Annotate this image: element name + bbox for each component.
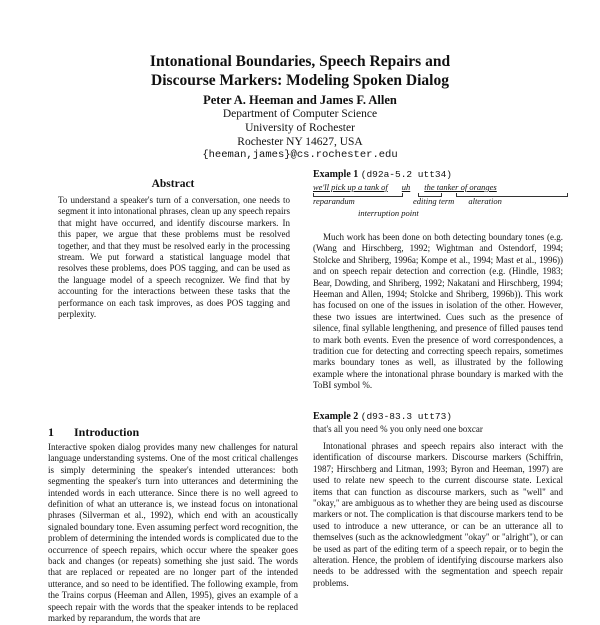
editing-term-alteration-label xyxy=(413,196,502,206)
section-heading xyxy=(48,425,139,440)
university: University of Rochester xyxy=(245,121,355,134)
interruption-point-label: interruption point xyxy=(358,208,419,218)
section-number: 1 xyxy=(48,425,54,439)
alteration-label: alteration xyxy=(468,196,502,206)
example-1-sentence xyxy=(313,182,497,192)
address: Rochester NY 14627, USA xyxy=(237,135,363,148)
example-1-label: Example 1 xyxy=(313,169,359,180)
title-line-1: Intonational Boundaries, Speech Repairs and xyxy=(149,53,451,70)
right-column-text-1 xyxy=(313,232,563,392)
example-2-id: (d93-83.3 utt73) xyxy=(360,411,452,422)
example-1-figure xyxy=(313,182,573,224)
department: Department of Computer Science xyxy=(222,108,378,120)
abstract-paragraph: To understand a speaker's turn of a conversation, one needs to segment it into intonational phrases, clean up any speech repairs that might have occurred, and identify discourse markers. In this paper, we argue that these problems must be resolved together, and that they must be resolved early in the processing stream. We put forward a statistical language model that resolves these problems, does POS tagging, and can be used as the language model of a speech recognizer. We find that by accounting for the interactions between these tasks that the performance on each task improves, as does POS tagging and perplexity. xyxy=(58,195,290,320)
abstract-text xyxy=(58,195,290,320)
example-2-text: that's all you need % you only need one boxcar xyxy=(313,424,483,434)
abstract-heading: Abstract xyxy=(151,178,195,190)
example-2-heading xyxy=(313,411,452,422)
section-title: Introduction xyxy=(74,425,140,439)
affiliation xyxy=(0,108,600,163)
right-paragraph-2: Intonational phrases and speech repairs also interact with the identification of discourse markers. Discourse markers (Schiffrin, 1987; Hirschberg and Litman, 1993; Byron and Heeman, 1997) are used to relate new speech to the current discourse state. Lexical items that can function as discourse markers, such as "well" and "okay," are ambiguous as to whether they are being used as discourse markers or not. The complication is that discourse markers tend to be used to introduce a new utterance, or can be an utterance all to themselves (such as the acknowledgment "okay" or "alright"), or can be used as part of the editing term of a speech repair, or to begin the alteration. Hence, the problem of identifying discourse markers also needs to be addressed with the segmentation and speech repair problems. xyxy=(313,441,563,588)
introduction-text xyxy=(48,442,298,625)
example-2-label: Example 2 xyxy=(313,411,359,422)
right-paragraph-1: Much work has been done on both detecting boundary tones (e.g. (Wang and Hirschberg, 1992; Wightman and Ostendorf, 1994; Stolcke and Shriberg, 1996a; Kompe et al., 1994; Mast et al., 1996)) and on speech repair detection and correction (e.g. (Hindle, 1983; Bear, Dowding, and Shriberg, 1992; Nakatani and Hirschberg, 1994; Heeman and Allen, 1994; Stolcke and Shriberg, 1996b)). This work has focused on one of the issues in isolation of the other. However, these two issues are intertwined. Cues such as the presence of silence, final syllable lengthening, and presence of filled pauses tend to mark both events. Even the presence of word correspondences, a tradition cue for detecting and correcting speech repairs, sometimes marks boundary tones as well, as illustrated by the following example where the intonational phrase boundary is marked with the ToBI symbol %. xyxy=(313,232,563,391)
title-line-2: Discourse Markers: Modeling Spoken Dialog xyxy=(151,72,449,89)
email: {heeman,james}@cs.rochester.edu xyxy=(202,149,398,162)
example-1-after: the tanker of oranges xyxy=(424,182,497,192)
right-column-text-2 xyxy=(313,441,563,589)
introduction-paragraph: Interactive spoken dialog provides many new challenges for natural language understanding systems. One of the most critical challenges is simply determining the speaker's intended utterances: both segmenting the speaker's turn into utterances and determining the intended words in each utterance. Since there is no well agreed to definition of what an utterance is, we instead focus on intonational phrases (Silverman et al., 1992), which end with an acoustically signaled boundary tone. Even assuming perfect word recognition, the problem of determining the intended words is complicated due to the occurrence of speech repairs, which occur where the speaker goes back and changes (or repeats) something she just said. The words that are replaced or repeated are no longer part of the intended utterance, and so need to be identified. The following example, from the Trains corpus (Heeman and Allen, 1995), gives an example of a speech repair with the words that the speaker intends to be replaced marked by reparandum, the words that are xyxy=(48,442,298,624)
editing-term-label: editing term xyxy=(413,196,455,206)
example-1-filler: uh xyxy=(401,182,411,192)
paper-title xyxy=(0,52,600,90)
example-1-before: we'll pick up a tank of xyxy=(313,182,388,192)
authors: Peter A. Heeman and James F. Allen xyxy=(203,93,397,107)
example-1-id: (d92a-5.2 utt34) xyxy=(360,169,452,180)
reparandum-label: reparandum xyxy=(313,196,355,206)
example-1-heading xyxy=(313,169,452,180)
